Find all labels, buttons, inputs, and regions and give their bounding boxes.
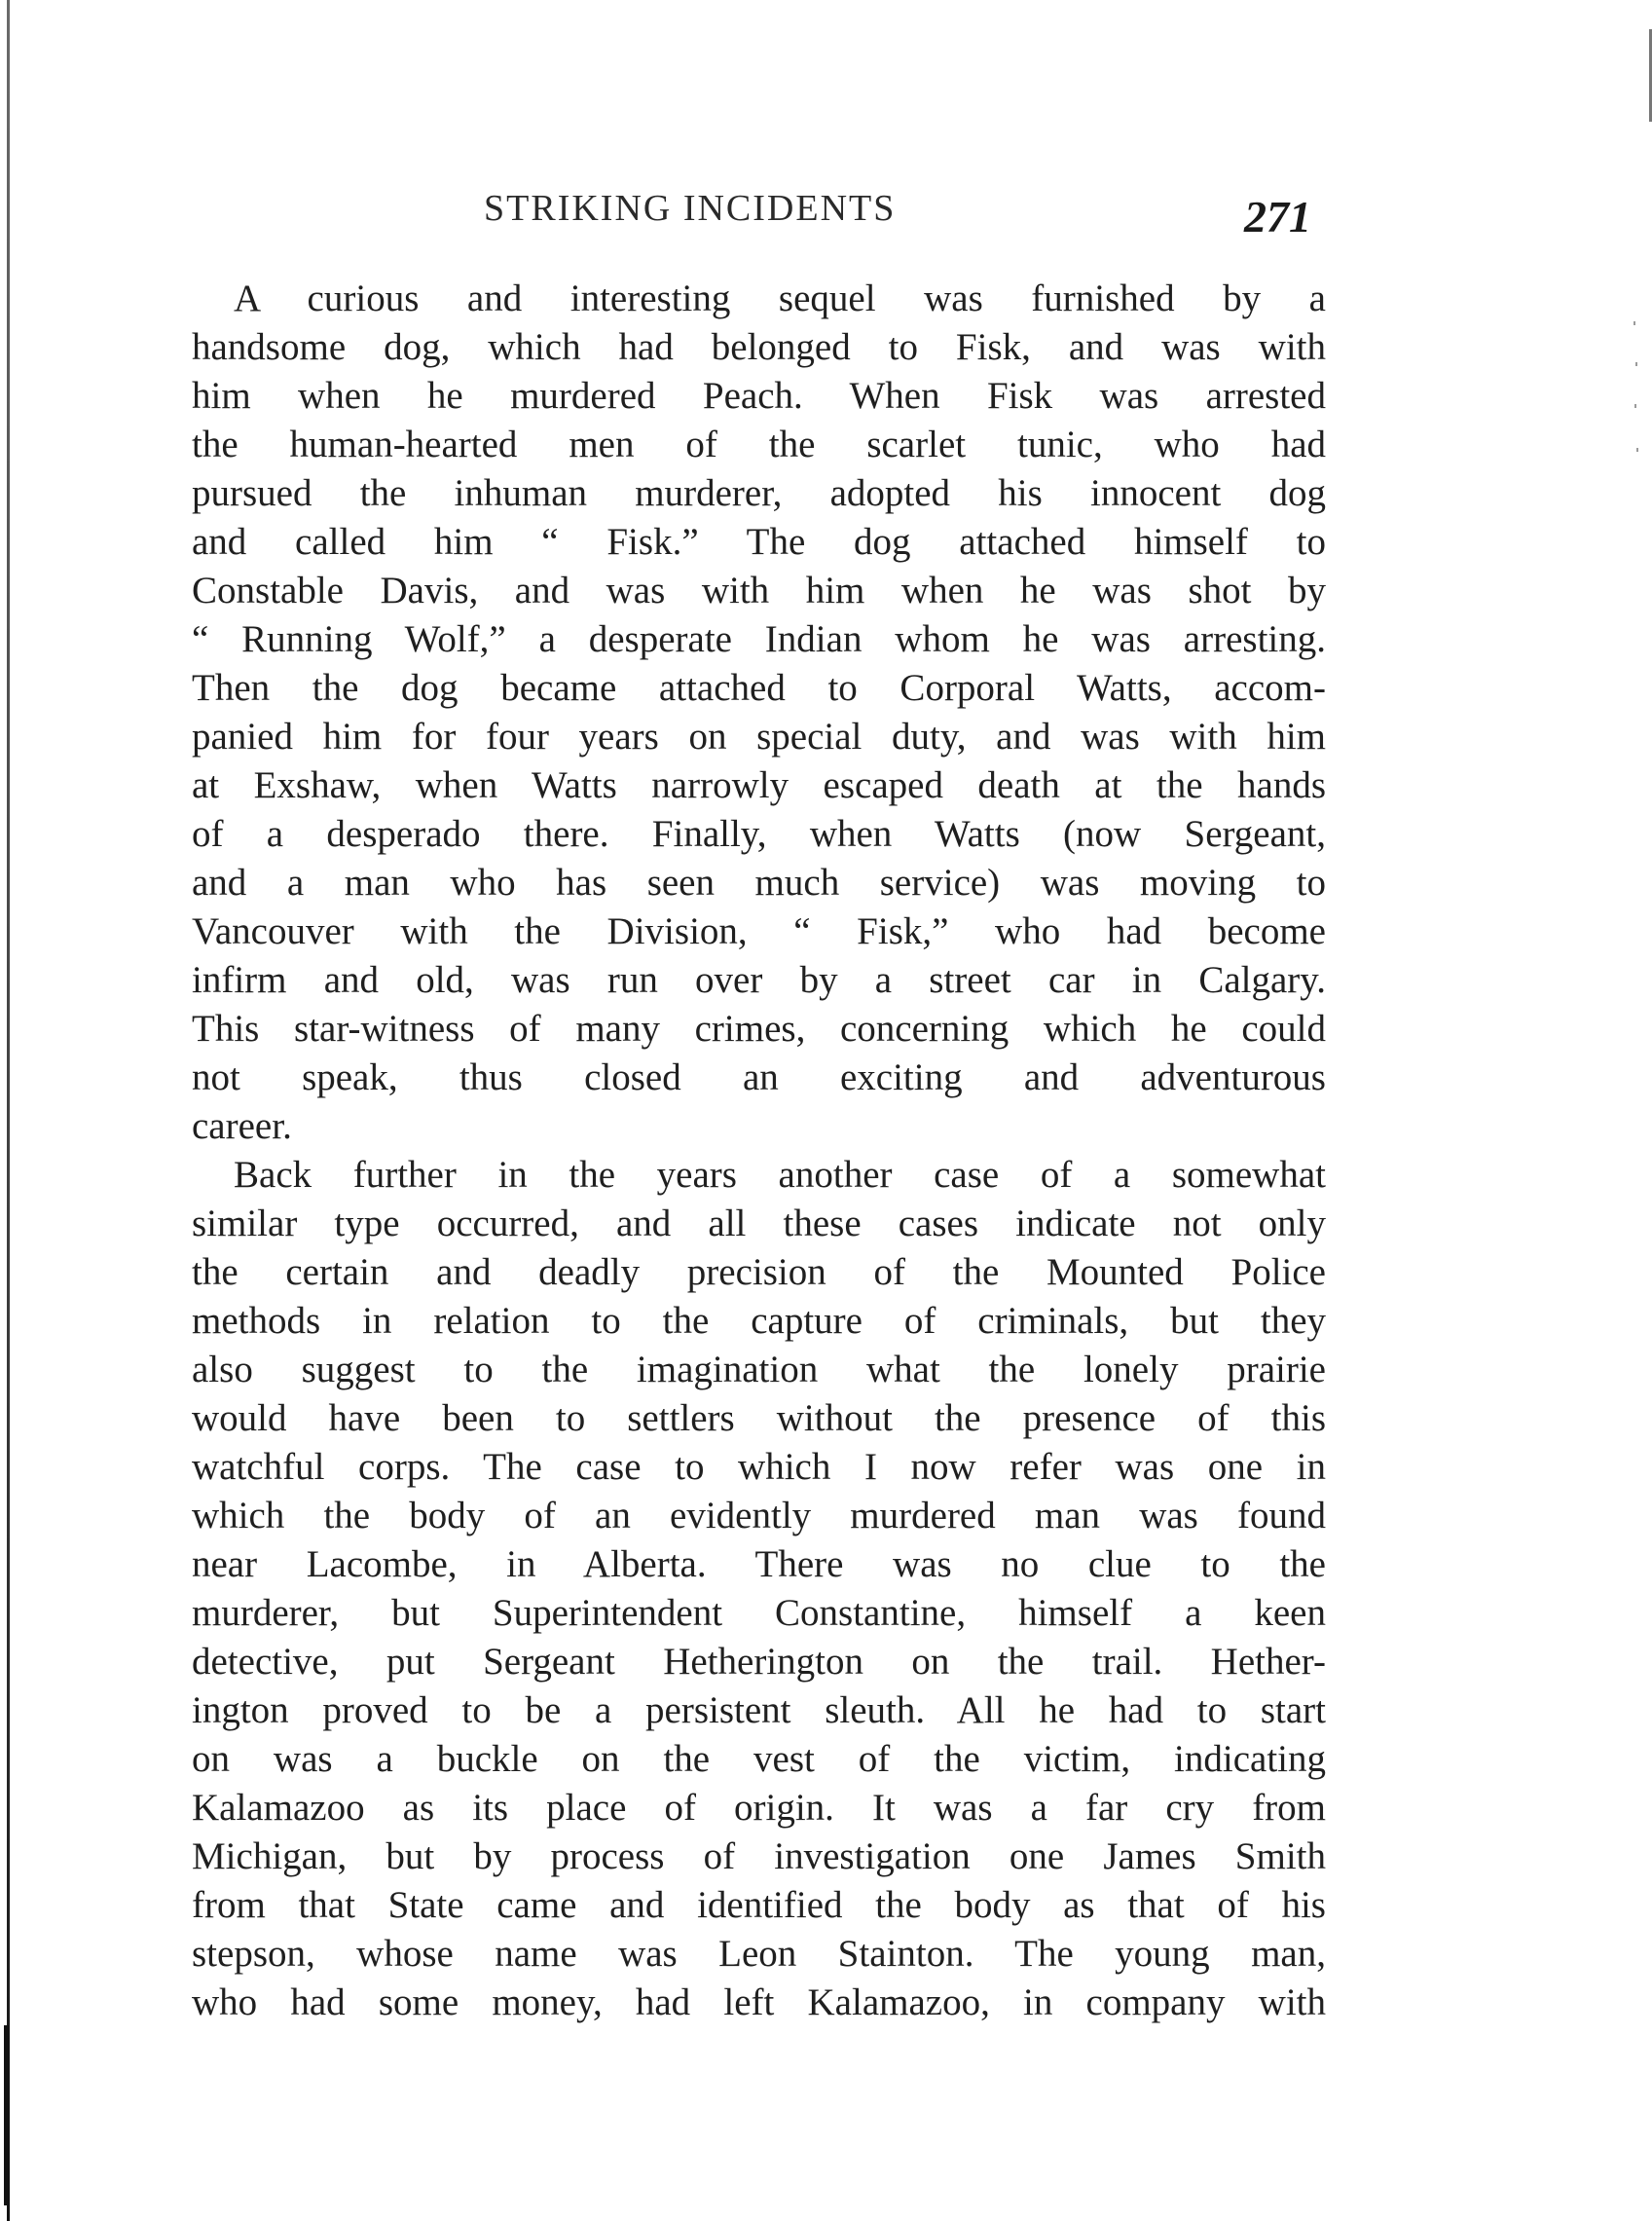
text-line: watchful corps. The case to which I now refer was one in — [192, 1446, 1326, 1488]
text-line: Kalamazoo as its place of origin. It was a far cry from — [192, 1787, 1326, 1829]
text-line: ington proved to be a persistent sleuth. All he had to start — [192, 1689, 1326, 1731]
text-line: Back further in the years another case of a somewhat — [234, 1154, 1326, 1196]
text-line: on was a buckle on the vest of the victim, indicating — [192, 1738, 1326, 1780]
text-line: similar type occurred, and all these cases indicate not only — [192, 1203, 1326, 1244]
text-line: stepson, whose name was Leon Stainton. The young man, — [192, 1933, 1326, 1975]
text-line: would have been to settlers without the presence of this — [192, 1397, 1326, 1439]
text-line: at Exshaw, when Watts narrowly escaped death at the hands — [192, 764, 1326, 806]
text-line: Then the dog became attached to Corporal Watts, accom- — [192, 667, 1326, 709]
text-line: career. — [192, 1105, 292, 1147]
text-line: methods in relation to the capture of criminals, but they — [192, 1300, 1326, 1342]
running-header-title: STRIKING INCIDENTS — [484, 188, 897, 229]
text-line: Constable Davis, and was with him when he was shot by — [192, 570, 1326, 611]
text-line: pursued the inhuman murderer, adopted his innocent dog — [192, 472, 1326, 514]
text-line: A curious and interesting sequel was furnished by a — [234, 278, 1326, 319]
text-line: of a desperado there. Finally, when Watts (now Sergeant, — [192, 813, 1326, 855]
text-line: from that State came and identified the body as that of his — [192, 1884, 1326, 1926]
text-line: the human-hearted men of the scarlet tunic, who had — [192, 424, 1326, 465]
page-number: 271 — [1244, 192, 1311, 241]
text-line: also suggest to the imagination what the lonely prairie — [192, 1349, 1326, 1390]
text-line: near Lacombe, in Alberta. There was no clue to the — [192, 1543, 1326, 1585]
text-line: and called him “ Fisk.” The dog attached himself to — [192, 521, 1326, 563]
scan-speck — [1634, 321, 1635, 325]
text-line: panied him for four years on special duty, and was with him — [192, 716, 1326, 758]
text-line: not speak, thus closed an exciting and adventurous — [192, 1056, 1326, 1098]
text-line: detective, put Sergeant Hetherington on the trail. Hether- — [192, 1641, 1326, 1683]
text-line: murderer, but Superintendent Constantine, himself a keen — [192, 1592, 1326, 1634]
text-line: which the body of an evidently murdered man was found — [192, 1495, 1326, 1536]
scan-edge-left — [7, 0, 10, 2221]
text-line: Vancouver with the Division, “ Fisk,” who had become — [192, 910, 1326, 952]
text-line: handsome dog, which had belonged to Fisk, and was with — [192, 326, 1326, 368]
text-line: “ Running Wolf,” a desperate Indian whom he was arresting. — [192, 618, 1326, 660]
scan-speck — [1635, 362, 1637, 366]
text-line: and a man who has seen much service) was moving to — [192, 862, 1326, 904]
text-line: him when he murdered Peach. When Fisk was arrested — [192, 375, 1326, 417]
scan-speck — [1636, 448, 1638, 452]
scan-speck — [1634, 404, 1636, 408]
scan-edge-left-dark — [4, 2025, 9, 2205]
text-line: infirm and old, was run over by a street car in Calgary. — [192, 959, 1326, 1001]
text-line: who had some money, had left Kalamazoo, in company with — [192, 1981, 1326, 2023]
text-line: the certain and deadly precision of the Mounted Police — [192, 1251, 1326, 1293]
text-line: This star-witness of many crimes, concerning which he could — [192, 1008, 1326, 1050]
body-text — [192, 275, 1326, 2027]
text-line: Michigan, but by process of investigation one James Smith — [192, 1835, 1326, 1877]
